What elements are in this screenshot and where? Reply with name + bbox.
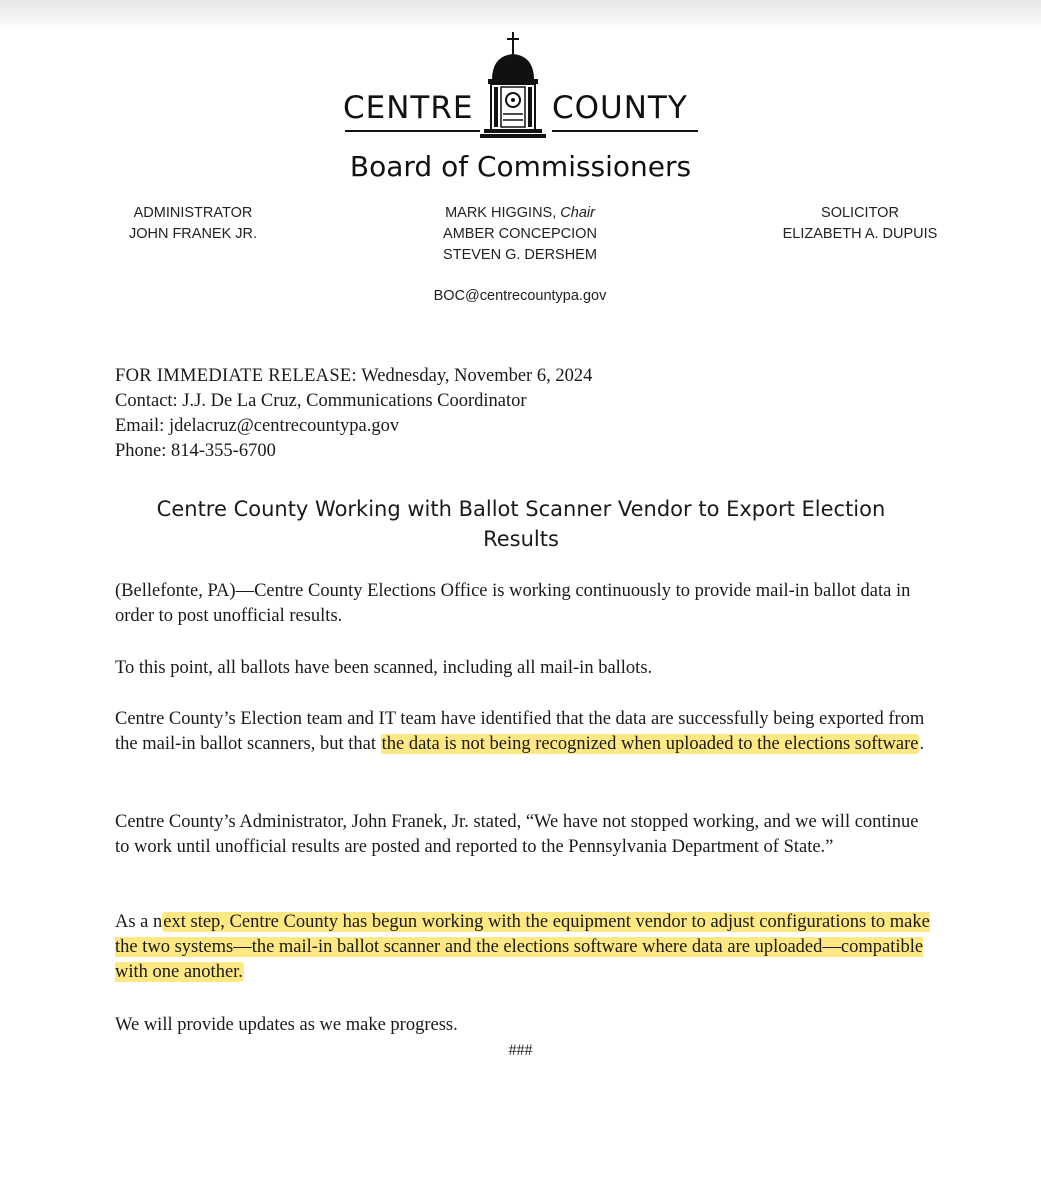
paragraph-5-text: As a n (115, 912, 163, 932)
org-name-right: COUNTY (552, 90, 688, 126)
commissioner-chair (390, 203, 650, 224)
board-title: Board of Commissioners (349, 150, 692, 183)
commissioner-3: STEVEN G. DERSHEM (443, 247, 597, 263)
paragraph-5 (115, 910, 935, 985)
page-edge-shade (0, 0, 1041, 30)
release-label: FOR IMMEDIATE RELEASE: (115, 366, 357, 386)
paragraph-2: To this point, all ballots have been scanned, including all mail-in ballots. (115, 658, 653, 678)
org-name-left: CENTRE (343, 90, 474, 126)
release-info (115, 364, 592, 464)
release-date-line (115, 364, 592, 389)
release-date: Wednesday, November 6, 2024 (361, 366, 593, 386)
end-mark: ### (508, 1042, 533, 1059)
commissioner-2: AMBER CONCEPCION (443, 226, 597, 242)
paragraph-3-highlight: the data is not being recognized when uploaded to the elections software (381, 734, 919, 754)
chair-name: MARK HIGGINS, (445, 205, 557, 221)
logo-rule-left (345, 130, 480, 132)
release-email: Email: jdelacruz@centrecountypa.gov (115, 416, 400, 436)
administrator-title: ADMINISTRATOR (133, 205, 253, 221)
board-email: BOC@centrecountypa.gov (433, 288, 607, 304)
paragraph-5-highlight: ext step, Centre County has begun working with the equipment vendor to adjust configurations to make the two systems—the mail-in ballot scanner and the elections software where data are uploaded—compatible with one another. (115, 912, 930, 982)
press-release-headline (100, 494, 942, 554)
release-contact: Contact: J.J. De La Cruz, Communications Coordinator (115, 391, 527, 411)
headline-line-2: Results (483, 527, 559, 551)
logo-rule-right (552, 130, 698, 132)
solicitor-title: SOLICITOR (821, 205, 899, 221)
paragraph-4-quote: Centre County’s Administrator, John Franek, Jr. stated, “We have not stopped working, and we will continue to work until unofficial results are posted and reported to the Pennsylvania Department of State.” (115, 812, 919, 857)
administrator-block (93, 203, 293, 245)
commissioners-block (390, 203, 650, 266)
headline-line-1: Centre County Working with Ballot Scanner Vendor to Export Election (156, 497, 886, 521)
solicitor-block (760, 203, 960, 245)
paragraph-1: (Bellefonte, PA)—Centre County Elections Office is working continuously to provide mail-in ballot data in order to post unofficial results. (115, 581, 911, 626)
administrator-name: JOHN FRANEK JR. (128, 226, 258, 242)
courthouse-cupola-icon (478, 30, 548, 145)
paragraph-3-end: . (919, 734, 925, 754)
paragraph-3 (115, 707, 935, 757)
solicitor-name: ELIZABETH A. DUPUIS (782, 226, 938, 242)
chair-role: Chair (560, 205, 595, 221)
release-phone: Phone: 814-355-6700 (115, 441, 276, 461)
paragraph-6: We will provide updates as we make progress. (115, 1015, 458, 1035)
paragraph-3-text: Centre County’s Election team and IT team have identified that the data are successfully being exported from the mail-in ballot scanners, but that (115, 709, 925, 754)
